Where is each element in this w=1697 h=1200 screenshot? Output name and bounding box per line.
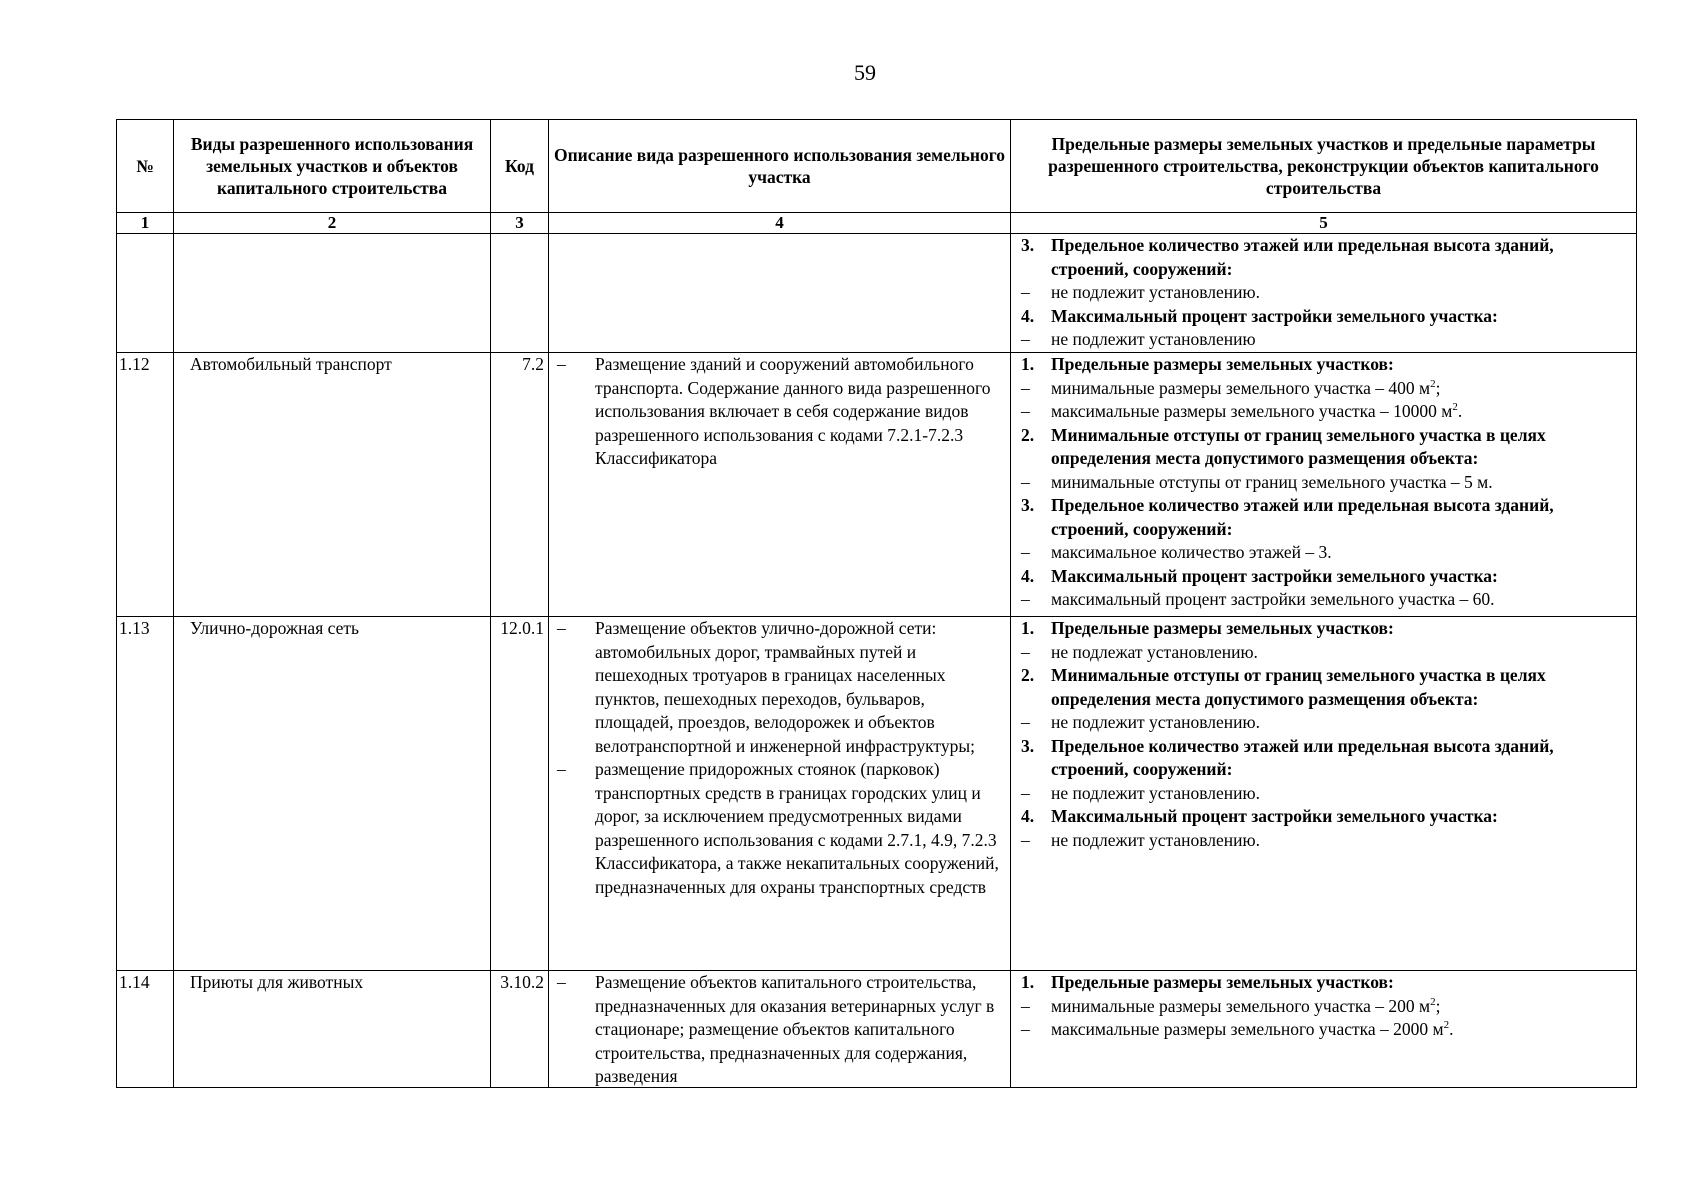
use-type-name <box>174 234 491 353</box>
parameter-text-main: Максимальный процент застройки земельного участка: <box>1051 305 1498 326</box>
parameter-value <box>1019 541 1634 565</box>
description-text: размещение придорожных стоянок (парковок) транспортных средств в границах городских улиц и дорог, за исключением предусмотренных видами разрешенного использования с кодами 2.7.1, 4.9, 7.2.3 Классификатора, а также некапитальных сооружений, предназначенных для охраны транспортных средств <box>595 759 999 897</box>
column-number: 2 <box>174 213 491 234</box>
parameter-text <box>1051 971 1634 995</box>
header-cell-parameters: Предельные размеры земельных участков и предельные параметры разрешенного строительства, реконструкции объектов капитального строительства <box>1011 120 1637 213</box>
parameter-text <box>1051 424 1634 471</box>
use-code <box>491 234 549 353</box>
parameter-text-main: Предельное количество этажей или предельная высота зданий, строений, сооружений: <box>1051 495 1554 539</box>
parameters-cell <box>1011 353 1637 617</box>
use-code: 7.2 <box>491 353 549 617</box>
description-cell <box>549 971 1011 1088</box>
bullet-dash: – <box>1021 542 1030 562</box>
bullet-dash: – <box>1021 282 1030 302</box>
parameter-text-main: минимальные отступы от границ земельного участка – 5 м. <box>1051 471 1493 492</box>
parameter-text <box>1051 641 1634 665</box>
description-bullet <box>549 758 1004 899</box>
parameter-text-main: не подлежит установлению. <box>1051 282 1260 302</box>
bullet-dash: – <box>1021 471 1030 492</box>
parameter-text <box>1051 353 1634 377</box>
parameter-value <box>1019 377 1634 401</box>
parameter-text-tail: ; <box>1435 377 1441 398</box>
parameter-heading <box>1019 234 1634 281</box>
parameter-heading <box>1019 424 1634 471</box>
bullet-dash: – <box>1021 589 1030 609</box>
list-number: 3. <box>1021 235 1035 255</box>
parameter-value <box>1019 995 1634 1019</box>
parameter-heading <box>1019 565 1634 589</box>
parameter-text <box>1051 377 1634 401</box>
parameter-text-main: не подлежит установлению. <box>1051 712 1260 732</box>
parameter-text <box>1051 1018 1634 1042</box>
parameter-value <box>1019 400 1634 424</box>
list-number: 3. <box>1021 735 1035 756</box>
description-bullet <box>549 617 1004 758</box>
parameter-text <box>1051 711 1634 735</box>
parameter-text-tail: . <box>1449 1019 1454 1039</box>
list-number: 2. <box>1021 665 1035 685</box>
parameter-text-main: не подлежит установлению <box>1051 329 1256 349</box>
unit-superscript: 2 <box>1430 377 1436 390</box>
bullet-dash: – <box>557 354 566 374</box>
parameter-heading <box>1019 617 1634 641</box>
parameter-text-tail: ; <box>1435 995 1441 1016</box>
parameter-value <box>1019 782 1634 806</box>
parameter-text-main: минимальные размеры земельного участка – 200 м <box>1051 995 1431 1016</box>
description-cell <box>549 234 1011 353</box>
parameters-cell <box>1011 971 1637 1088</box>
column-number: 3 <box>491 213 549 234</box>
description-text: Размещение объектов улично-дорожной сети: автомобильных дорог, трамвайных путей и пешеходных тротуаров в границах населенных пунктов, пешеходных переходов, бульваров, площадей, проездов, велодорожек и объектов велотранспортной и инженерной инфраструктуры; <box>595 618 975 756</box>
use-type-name: Автомобильный транспорт <box>174 353 491 617</box>
parameter-heading <box>1019 494 1634 541</box>
list-number: 4. <box>1021 305 1035 326</box>
parameter-heading <box>1019 353 1634 377</box>
parameter-text <box>1051 805 1634 829</box>
parameter-text-main: Предельные размеры земельных участков: <box>1051 972 1394 992</box>
header-cell-code: Код <box>491 120 549 213</box>
parameter-text-main: Минимальные отступы от границ земельного участка в целях определения места допустимого размещения объекта: <box>1051 665 1546 709</box>
unit-superscript: 2 <box>1443 1019 1450 1032</box>
parameter-text <box>1051 494 1634 541</box>
bullet-dash: – <box>1021 401 1030 421</box>
parameter-value <box>1019 1018 1634 1042</box>
unit-superscript: 2 <box>1452 401 1458 414</box>
bullet-dash: – <box>557 759 566 779</box>
parameter-text-main: максимальные размеры земельного участка – 10000 м <box>1051 401 1453 421</box>
parameter-text-main: максимальные размеры земельного участка – 2000 м <box>1051 1019 1444 1039</box>
row-number: 1.12 <box>117 353 174 617</box>
parameter-text <box>1051 565 1634 589</box>
column-number: 4 <box>549 213 1011 234</box>
bullet-dash: – <box>1021 377 1030 398</box>
header-row <box>117 120 1637 213</box>
parameter-value <box>1019 829 1634 853</box>
parameter-text-main: Минимальные отступы от границ земельного участка в целях определения места допустимого размещения объекта: <box>1051 424 1546 468</box>
parameter-text-main: Максимальный процент застройки земельного участка: <box>1051 806 1498 826</box>
parameter-heading <box>1019 735 1634 782</box>
bullet-dash: – <box>1021 1019 1030 1039</box>
parameter-text-main: Предельное количество этажей или предельная высота зданий, строений, сооружений: <box>1051 235 1554 279</box>
bullet-dash: – <box>1021 329 1030 349</box>
parameter-text-main: Максимальный процент застройки земельного участка: <box>1051 565 1498 586</box>
parameter-text <box>1051 588 1634 612</box>
parameter-text <box>1051 664 1634 711</box>
parameter-text <box>1051 829 1634 853</box>
parameter-text-main: не подлежит установлению. <box>1051 829 1260 850</box>
bullet-dash: – <box>1021 829 1030 850</box>
parameter-heading <box>1019 305 1634 329</box>
parameter-text-main: Предельные размеры земельных участков: <box>1051 618 1394 638</box>
parameter-value <box>1019 588 1634 612</box>
bullet-dash: – <box>1021 712 1030 732</box>
description-bullet <box>549 353 1004 471</box>
parameter-text-main: максимальный процент застройки земельного участка – 60. <box>1051 589 1495 609</box>
parameter-text-main: Предельное количество этажей или предельная высота зданий, строений, сооружений: <box>1051 735 1554 779</box>
parameter-text <box>1051 234 1634 281</box>
table-row <box>117 617 1637 971</box>
list-number: 1. <box>1021 972 1035 992</box>
unit-superscript: 2 <box>1430 995 1436 1008</box>
bullet-dash: – <box>557 618 566 638</box>
bullet-dash: – <box>1021 641 1030 662</box>
list-number: 4. <box>1021 565 1035 586</box>
parameter-text-main: не подлежит установлению. <box>1051 782 1260 803</box>
header-cell-use-type: Виды разрешенного использования земельных участков и объектов капитального строительства <box>174 120 491 213</box>
description-bullet <box>549 971 1004 1087</box>
parameter-text <box>1051 328 1634 352</box>
use-type-name: Приюты для животных <box>174 971 491 1088</box>
parameter-text <box>1051 735 1634 782</box>
parameter-heading <box>1019 664 1634 711</box>
parameter-text <box>1051 995 1634 1019</box>
row-number <box>117 234 174 353</box>
parameter-text <box>1051 471 1634 495</box>
parameter-text <box>1051 281 1634 305</box>
parameters-cell <box>1011 234 1637 353</box>
use-code: 12.0.1 <box>491 617 549 971</box>
list-number: 3. <box>1021 495 1035 515</box>
parameter-text-main: не подлежат установлению. <box>1051 641 1258 662</box>
header-cell-num: № <box>117 120 174 213</box>
parameter-text <box>1051 541 1634 565</box>
row-number: 1.13 <box>117 617 174 971</box>
parameter-text-main: Предельные размеры земельных участков: <box>1051 354 1394 374</box>
parameter-value <box>1019 471 1634 495</box>
use-code: 3.10.2 <box>491 971 549 1088</box>
table-row <box>117 971 1637 1088</box>
parameter-text <box>1051 782 1634 806</box>
description-cell <box>549 617 1011 971</box>
list-number: 4. <box>1021 806 1035 826</box>
table-row <box>117 353 1637 617</box>
parameter-heading <box>1019 971 1634 995</box>
bullet-dash: – <box>557 972 566 992</box>
header-cell-description: Описание вида разрешенного использования земельного участка <box>549 120 1011 213</box>
parameter-text-main: минимальные размеры земельного участка – 400 м <box>1051 377 1431 398</box>
list-number: 2. <box>1021 424 1035 445</box>
column-number: 1 <box>117 213 174 234</box>
bullet-dash: – <box>1021 995 1030 1016</box>
description-text: Размещение зданий и сооружений автомобильного транспорта. Содержание данного вида разрешенного использования включает в себя содержание видов разрешенного использования с кодами 7.2.1-7.2.3 Классификатора <box>595 354 991 468</box>
land-use-table <box>116 119 1637 1088</box>
parameter-value <box>1019 328 1634 352</box>
page-number: 59 <box>854 60 876 85</box>
parameters-cell <box>1011 617 1637 971</box>
description-text: Размещение объектов капитального строительства, предназначенных для оказания ветеринарных услуг в стационаре; размещение объектов капитального строительства, предназначенных для содержания, разведения <box>595 972 995 1086</box>
parameter-heading <box>1019 805 1634 829</box>
parameter-text-tail: . <box>1457 401 1463 421</box>
parameter-text <box>1051 617 1634 641</box>
bullet-dash: – <box>1021 782 1030 803</box>
list-number: 1. <box>1021 354 1035 374</box>
list-number: 1. <box>1021 618 1035 638</box>
parameter-value <box>1019 641 1634 665</box>
use-type-name: Улично-дорожная сеть <box>174 617 491 971</box>
column-number: 5 <box>1011 213 1637 234</box>
parameter-text-main: максимальное количество этажей – 3. <box>1051 542 1332 562</box>
parameter-text <box>1051 305 1634 329</box>
table-row <box>117 234 1637 353</box>
parameter-value <box>1019 281 1634 305</box>
parameter-text <box>1051 400 1634 424</box>
column-number-row <box>117 213 1637 234</box>
parameter-value <box>1019 711 1634 735</box>
description-cell <box>549 353 1011 617</box>
row-number: 1.14 <box>117 971 174 1088</box>
